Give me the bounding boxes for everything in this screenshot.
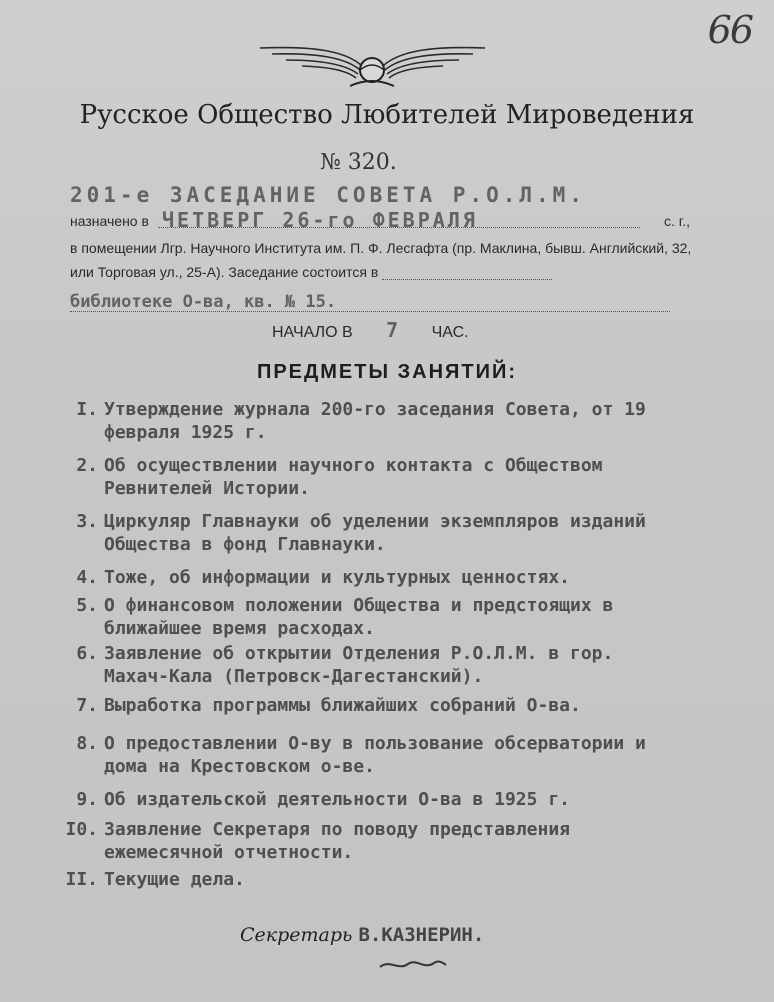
handwritten-page-number: 66 (707, 8, 752, 52)
start-label: НАЧАЛО В (272, 324, 353, 341)
start-time-row (272, 318, 469, 342)
agenda-item: 7. Выработка программы ближайших собраний О-ва. (76, 695, 581, 716)
signature-name: В.КАЗНЕРИН. (358, 924, 485, 946)
agenda-item: 6. Заявление об открытии Отделения Р.О.Л.М. в гор. Махач-Кала (Петровск-Дагестанский). (76, 643, 625, 687)
date-value: ЧЕТВЕРГ 26-го ФЕВРАЛЯ (162, 208, 478, 232)
agenda-item: I0. Заявление Секретаря по поводу представления ежемесячной отчетности. (65, 819, 581, 863)
agenda-heading: ПРЕДМЕТЫ ЗАНЯТИЙ: (256, 361, 518, 383)
place-value: библиотеке О-ва, кв. № 15. (70, 292, 337, 312)
agenda-item: 3. Циркуляр Главнауки об уделении экземпляров изданий Общества в фонд Главнауки. (76, 511, 657, 555)
document-number: № 320. (320, 150, 397, 175)
agenda-item: 8. О предоставлении О-ву в пользование обсерватории и дома на Крестовском о-ве. (76, 733, 657, 777)
date-suffix: с. г., (664, 213, 690, 229)
date-label: назначено в (70, 213, 149, 229)
meeting-title: 201-е ЗАСЕДАНИЕ СОВЕТА Р.О.Л.М. (70, 183, 586, 207)
flourish-ornament-icon (378, 955, 448, 973)
start-unit: ЧАС. (431, 324, 469, 341)
meeting-date-row (70, 208, 690, 230)
society-name-heading: Русское Общество Любителей Мироведения (79, 100, 695, 130)
signature-label: Секретарь (240, 924, 353, 946)
start-hour: 7 (386, 318, 399, 342)
agenda-item: II. Текущие дела. (65, 869, 245, 890)
premises-fill-line (382, 279, 552, 280)
secretary-signature (240, 924, 484, 946)
meeting-place-row (70, 292, 670, 316)
agenda-item: 5. О финансовом положении Общества и предстоящих в ближайшее время расходах. (76, 595, 625, 639)
agenda-item: 2. Об осуществлении научного контакта с Обществом Ревнителей Истории. (76, 455, 614, 499)
agenda-item: 9. Об издательской деятельности О-ва в 1925 г. (76, 789, 570, 810)
winged-globe-emblem-icon (250, 40, 495, 92)
agenda-item: 4. Тоже, об информации и культурных ценностях. (76, 567, 570, 588)
premises-text: в помещении Лгр. Научного Института им. П. Ф. Лесгафта (пр. Маклина, бывш. Английский, 32, или Торговая ул., 25-А). Заседание состоится в (70, 240, 692, 280)
agenda-item: I. Утверждение журнала 200-го заседания Совета, от 19 февраля 1925 г. (76, 399, 657, 443)
premises-paragraph (70, 236, 695, 284)
